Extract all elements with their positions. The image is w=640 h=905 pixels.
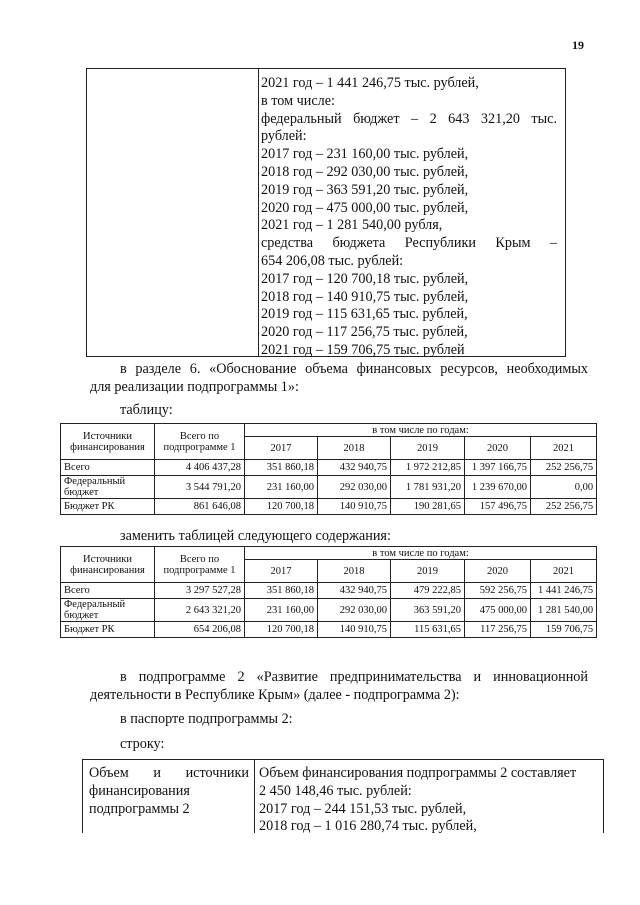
table-label: таблицу: xyxy=(120,402,173,418)
text-line: федеральный бюджет – 2 643 321,20 тыс. xyxy=(261,110,557,127)
section6-heading-line2: для реализации подпрограммы 1»: xyxy=(90,379,299,395)
text-line: 2020 год – 117 256,75 тыс. рублей, xyxy=(261,324,468,341)
cell-value: 351 860,18 xyxy=(245,460,318,476)
text-line: 2018 год – 140 910,75 тыс. рублей, xyxy=(261,288,469,305)
text-line: рублей: xyxy=(261,128,307,145)
header-source: Источники финансирования xyxy=(61,547,155,583)
subprogram2-line1: в подпрограмме 2 «Развитие предпринимательства и инновационной xyxy=(120,669,588,685)
page-number: 19 xyxy=(572,38,584,52)
text-line: финансирования xyxy=(89,782,190,799)
row-total: 2 643 321,20 xyxy=(155,599,245,622)
cell-value: 140 910,75 xyxy=(318,622,391,638)
cell-value: 0,00 xyxy=(531,476,597,499)
text-line: средства бюджета Республики Крым – xyxy=(261,235,557,252)
continuation-box xyxy=(86,68,566,357)
cell-value: 157 496,75 xyxy=(465,499,531,515)
cell-value: 292 030,00 xyxy=(318,599,391,622)
row-label: Всего xyxy=(61,460,155,476)
table-row xyxy=(61,599,597,622)
replace-instruction: заменить таблицей следующего содержания: xyxy=(120,528,391,544)
row-total: 861 646,08 xyxy=(155,499,245,515)
financing-table-new xyxy=(60,546,597,638)
passport-row-value xyxy=(259,765,599,836)
header-total: Всего по подпрограмме 1 xyxy=(155,547,245,583)
header-year: 2020 xyxy=(465,560,531,583)
cell-value: 1 781 931,20 xyxy=(391,476,465,499)
header-year: 2020 xyxy=(465,437,531,460)
header-year: 2021 xyxy=(531,437,597,460)
continuation-text xyxy=(261,75,557,360)
cell-value: 432 940,75 xyxy=(318,460,391,476)
text-line: 2021 год – 159 706,75 тыс. рублей xyxy=(261,341,465,358)
header-year: 2017 xyxy=(245,437,318,460)
cell-value: 292 030,00 xyxy=(318,476,391,499)
row-total: 654 206,08 xyxy=(155,622,245,638)
text-line: 2021 год – 1 281 540,00 рубля, xyxy=(261,217,443,234)
cell-value: 363 591,20 xyxy=(391,599,465,622)
row-total: 3 544 791,20 xyxy=(155,476,245,499)
table-row xyxy=(61,622,597,638)
cell-value: 252 256,75 xyxy=(531,499,597,515)
header-year: 2017 xyxy=(245,560,318,583)
row-label: Всего xyxy=(61,583,155,599)
header-year: 2018 xyxy=(318,437,391,460)
header-year: 2019 xyxy=(391,560,465,583)
financing-table-old xyxy=(60,423,597,515)
text-line: 2019 год – 363 591,20 тыс. рублей, xyxy=(261,181,469,198)
row-label: Федеральный бюджет xyxy=(61,599,155,622)
row-label: Бюджет РК xyxy=(61,499,155,515)
header-year: 2018 xyxy=(318,560,391,583)
table-row xyxy=(61,583,597,599)
text-line: 2017 год – 231 160,00 тыс. рублей, xyxy=(261,146,469,163)
passport-row-label xyxy=(89,765,249,818)
cell-value: 475 000,00 xyxy=(465,599,531,622)
text-line: 2021 год – 1 441 246,75 тыс. рублей, xyxy=(261,75,479,91)
cell-value: 120 700,18 xyxy=(245,622,318,638)
row-label: Федеральный бюджет xyxy=(61,476,155,499)
cell-value: 159 706,75 xyxy=(531,622,597,638)
row-instruction: строку: xyxy=(120,736,165,752)
passport-instruction: в паспорте подпрограммы 2: xyxy=(120,711,293,727)
text-line: 2017 год – 244 151,53 тыс. рублей, xyxy=(259,800,467,817)
cell-value: 1 281 540,00 xyxy=(531,599,597,622)
subprogram2-line2: деятельности в Республике Крым» (далее - подпрограмма 2): xyxy=(90,687,460,703)
header-year: 2019 xyxy=(391,437,465,460)
cell-value: 231 160,00 xyxy=(245,599,318,622)
cell-value: 1 397 166,75 xyxy=(465,460,531,476)
text-line: в том числе: xyxy=(261,92,335,109)
column-divider xyxy=(258,69,259,356)
table-row xyxy=(61,476,597,499)
row-total: 3 297 527,28 xyxy=(155,583,245,599)
header-year: 2021 xyxy=(531,560,597,583)
text-line: 2018 год – 292 030,00 тыс. рублей, xyxy=(261,163,469,180)
cell-value: 115 631,65 xyxy=(391,622,465,638)
cell-value: 190 281,65 xyxy=(391,499,465,515)
cell-value: 231 160,00 xyxy=(245,476,318,499)
text-line: 2018 год – 1 016 280,74 тыс. рублей, xyxy=(259,818,477,835)
cell-value: 1 239 670,00 xyxy=(465,476,531,499)
text-line: 2017 год – 120 700,18 тыс. рублей, xyxy=(261,270,469,287)
text-line: Объем финансирования подпрограммы 2 составляет xyxy=(259,765,577,781)
text-line: 2 450 148,46 тыс. рублей: xyxy=(259,782,412,799)
header-years-group: в том числе по годам: xyxy=(245,424,597,437)
cell-value: 351 860,18 xyxy=(245,583,318,599)
cell-value: 432 940,75 xyxy=(318,583,391,599)
cell-value: 117 256,75 xyxy=(465,622,531,638)
passport-row-box xyxy=(82,759,604,833)
table-row xyxy=(61,499,597,515)
text-line: Объем и источники xyxy=(89,765,249,781)
text-line: 654 206,08 тыс. рублей: xyxy=(261,252,404,269)
cell-value: 120 700,18 xyxy=(245,499,318,515)
cell-value: 1 441 246,75 xyxy=(531,583,597,599)
cell-value: 140 910,75 xyxy=(318,499,391,515)
row-label: Бюджет РК xyxy=(61,622,155,638)
header-source: Источники финансирования xyxy=(61,424,155,460)
text-line: 2020 год – 475 000,00 тыс. рублей, xyxy=(261,199,469,216)
table-row xyxy=(61,460,597,476)
row-total: 4 406 437,28 xyxy=(155,460,245,476)
cell-value: 592 256,75 xyxy=(465,583,531,599)
section6-heading-line1: в разделе 6. «Обоснование объема финансовых ресурсов, необходимых xyxy=(120,361,588,377)
header-total: Всего по подпрограмме 1 xyxy=(155,424,245,460)
text-line: 2019 год – 115 631,65 тыс. рублей, xyxy=(261,306,468,323)
column-divider xyxy=(254,760,255,833)
cell-value: 1 972 212,85 xyxy=(391,460,465,476)
cell-value: 479 222,85 xyxy=(391,583,465,599)
cell-value: 252 256,75 xyxy=(531,460,597,476)
header-years-group: в том числе по годам: xyxy=(245,547,597,560)
text-line: подпрограммы 2 xyxy=(89,800,190,817)
